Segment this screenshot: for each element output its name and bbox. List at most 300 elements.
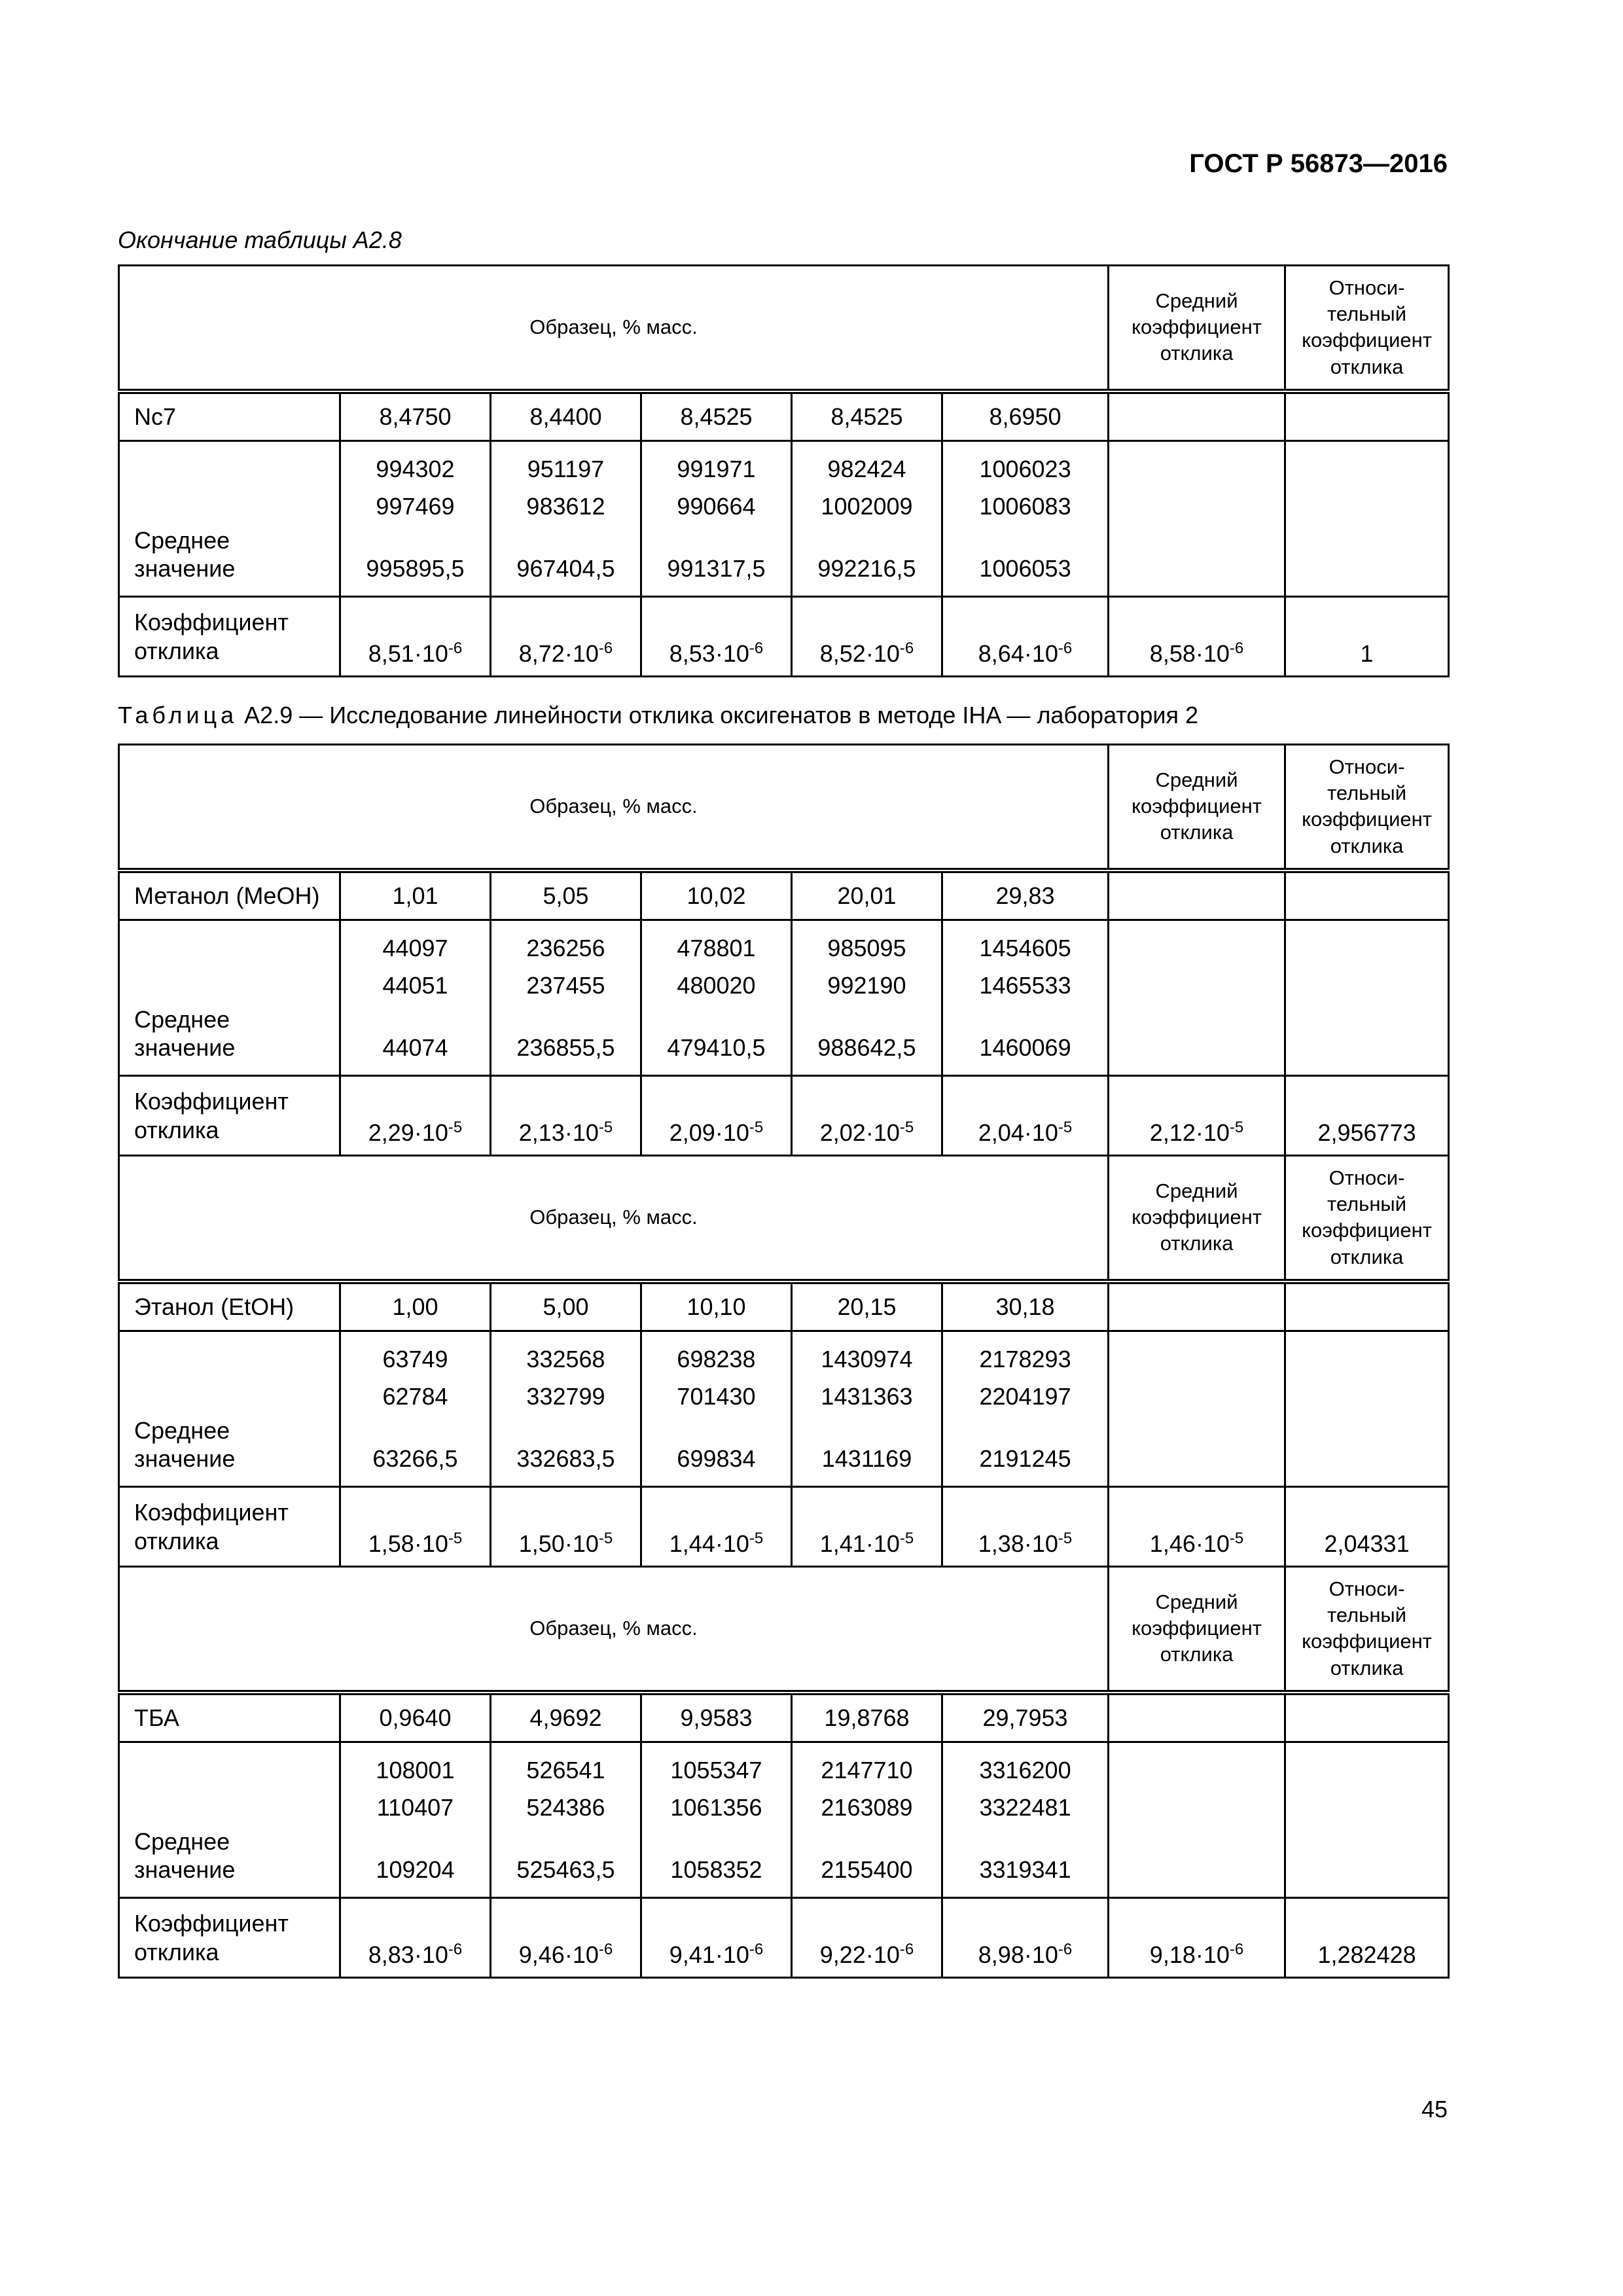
area-cell [491, 1742, 641, 1898]
area-values [341, 455, 490, 583]
coefficient-cell [792, 1898, 942, 1978]
avg-coef-header [1109, 1156, 1285, 1282]
area-row [119, 920, 1449, 1076]
coef-label [119, 1076, 340, 1156]
empty-cell [1109, 1282, 1285, 1331]
mean-value: 1006053 [979, 555, 1071, 583]
coefficient-cell [942, 1898, 1109, 1978]
coefficient-cell [641, 1076, 792, 1156]
area-value-2: 480020 [677, 971, 756, 999]
coef-label-line: отклика [134, 637, 219, 664]
mean-label-line: значение [134, 1445, 236, 1473]
area-values-top [821, 1756, 912, 1821]
rel-coef-header [1285, 1156, 1449, 1282]
area-value-2: 62784 [382, 1382, 448, 1410]
area-cell [340, 441, 491, 597]
coefficient-cell-mantissa: 2,04·10 [978, 1119, 1058, 1146]
coefficient-cell-exponent: -6 [1058, 1940, 1073, 1958]
area-value-1: 951197 [527, 455, 605, 482]
empty-cell [1109, 1693, 1285, 1742]
coef-label-line: Коэффициент [134, 609, 289, 636]
coefficient-row [119, 1076, 1449, 1156]
area-values-top [979, 1345, 1071, 1410]
avg-coef-header-line: коэффициент [1132, 1206, 1262, 1229]
coefficient-cell-mantissa: 8,51·10 [368, 639, 448, 667]
area-value-2: 237455 [526, 971, 605, 999]
area-cell [641, 1331, 792, 1487]
concentration-cell: 29,7953 [942, 1693, 1109, 1742]
concentration-cell: 0,9640 [340, 1693, 491, 1742]
relative-coefficient-cell: 1,282428 [1285, 1898, 1449, 1978]
coefficient-row [119, 1487, 1449, 1567]
header-row [119, 745, 1449, 870]
area-values-top [821, 1345, 912, 1410]
area-values [642, 1756, 791, 1884]
area-values [793, 934, 941, 1062]
area-cell [792, 1742, 942, 1898]
mean-label [119, 1331, 340, 1487]
rel-coef-header-line: Относи- [1329, 1577, 1405, 1600]
table-caption-prefix: Таблица [118, 702, 238, 728]
avg-coefficient-cell [1109, 1076, 1285, 1156]
mean-label-line: значение [134, 1856, 236, 1884]
coefficient-cell-exponent: -5 [749, 1529, 764, 1547]
area-row [119, 1742, 1449, 1898]
area-cell [340, 1331, 491, 1487]
coefficient-cell-mantissa: 8,98·10 [978, 1941, 1058, 1968]
area-values-top [677, 1345, 755, 1410]
concentration-cell: 10,02 [641, 870, 792, 920]
coefficient-cell-mantissa: 1,50·10 [518, 1530, 599, 1557]
avg-coef-header-line: коэффициент [1132, 315, 1262, 339]
area-value-2: 2204197 [979, 1382, 1071, 1410]
avg-coef-header [1109, 1567, 1285, 1693]
area-value-1: 2147710 [821, 1756, 913, 1784]
rel-coef-header-line: Относи- [1329, 276, 1405, 299]
area-cell [491, 441, 641, 597]
coefficient-cell [491, 1898, 641, 1978]
coef-label-line: отклика [134, 1527, 219, 1554]
area-cell [340, 920, 491, 1076]
area-values-top [376, 455, 454, 520]
rel-coef-header-line: коэффициент [1302, 329, 1432, 352]
mean-value: 1460069 [979, 1034, 1071, 1062]
avg-coef-header-line: отклика [1160, 342, 1234, 365]
coefficient-cell [942, 1487, 1109, 1567]
concentration-cell: 4,9692 [491, 1693, 641, 1742]
concentration-cell: 8,4525 [641, 391, 792, 441]
coefficient-cell [641, 1898, 792, 1978]
coefficient-cell-mantissa: 2,02·10 [819, 1119, 900, 1146]
mean-label-lines [134, 455, 339, 583]
area-cell [641, 920, 792, 1076]
empty-cell [1109, 1331, 1285, 1487]
area-values [341, 1345, 490, 1473]
rel-coef-header-line: коэффициент [1302, 808, 1432, 831]
coefficient-cell [792, 1487, 942, 1567]
concentration-row [119, 870, 1449, 920]
mean-value: 236855,5 [516, 1034, 615, 1062]
coefficient-cell-mantissa: 8,83·10 [368, 1941, 448, 1968]
area-value-1: 991971 [677, 455, 756, 482]
coef-label [119, 1898, 340, 1978]
coefficient-cell-exponent: -5 [899, 1118, 914, 1136]
area-value-2: 44051 [382, 971, 448, 999]
area-value-1: 985095 [827, 934, 906, 961]
area-values-top [670, 1756, 762, 1821]
avg-coefficient-cell-mantissa: 9,18·10 [1149, 1941, 1230, 1968]
coef-label-line: отклика [134, 1116, 219, 1143]
area-cell [641, 441, 792, 597]
coefficient-cell [340, 1487, 491, 1567]
area-value-2: 2163089 [821, 1793, 913, 1821]
avg-coef-header-line: отклика [1160, 1643, 1234, 1666]
area-cell [491, 920, 641, 1076]
area-value-1: 236256 [526, 934, 605, 961]
area-values-top [526, 1756, 605, 1821]
avg-coef-header-line: отклика [1160, 1232, 1234, 1255]
area-value-2: 992190 [827, 971, 906, 999]
rel-coef-header-line: отклика [1330, 834, 1404, 857]
mean-label [119, 1742, 340, 1898]
sample-header: Образец, % масс. [119, 1567, 1109, 1693]
area-value-1: 1430974 [821, 1345, 913, 1372]
empty-cell [1285, 1742, 1449, 1898]
rel-coef-header [1285, 1567, 1449, 1693]
compound-name: Nc7 [119, 391, 340, 441]
rel-coef-header [1285, 745, 1449, 870]
mean-value: 2155400 [821, 1856, 913, 1884]
coefficient-cell-exponent: -5 [1058, 1529, 1073, 1547]
avg-coef-header-line: Средний [1155, 1179, 1238, 1202]
coefficient-cell-exponent: -5 [598, 1118, 613, 1136]
area-value-1: 982424 [827, 455, 906, 482]
area-cell [491, 1331, 641, 1487]
header-row [119, 266, 1449, 391]
avg-coef-header [1109, 266, 1285, 391]
concentration-cell: 1,01 [340, 870, 491, 920]
coef-label-line: отклика [134, 1938, 219, 1965]
area-values-top [677, 455, 755, 520]
concentration-cell: 8,4400 [491, 391, 641, 441]
area-values [793, 1756, 941, 1884]
area-values-top [526, 455, 605, 520]
avg-coef-header-line: Средний [1155, 768, 1238, 791]
coefficient-cell-exponent: -6 [598, 639, 613, 657]
area-values-top [376, 1756, 454, 1821]
concentration-cell: 1,00 [340, 1282, 491, 1331]
area-values [943, 934, 1107, 1062]
compound-name: ТБА [119, 1693, 340, 1742]
area-value-1: 332568 [526, 1345, 605, 1372]
mean-value: 988642,5 [817, 1034, 916, 1062]
coefficient-cell [491, 597, 641, 677]
area-value-1: 108001 [376, 1756, 455, 1784]
concentration-cell: 30,18 [942, 1282, 1109, 1331]
coefficient-cell-mantissa: 2,09·10 [669, 1119, 749, 1146]
mean-value: 1431169 [821, 1445, 912, 1473]
area-value-2: 332799 [526, 1382, 605, 1410]
mean-label-line: Среднее [134, 1828, 230, 1856]
sample-header: Образец, % масс. [119, 1156, 1109, 1282]
coefficient-cell-mantissa: 9,41·10 [669, 1941, 749, 1968]
area-cell [942, 1742, 1109, 1898]
empty-cell [1109, 391, 1285, 441]
rel-coef-header-line: тельный [1327, 1603, 1407, 1626]
avg-coef-header [1109, 745, 1285, 870]
mean-value: 699834 [677, 1445, 756, 1473]
mean-label-line: Среднее [134, 1417, 230, 1444]
rel-coef-header-line: отклика [1330, 355, 1404, 378]
area-values [793, 455, 941, 583]
area-values [943, 1345, 1107, 1473]
avg-coef-header-line: коэффициент [1132, 1617, 1262, 1640]
area-value-2: 110407 [376, 1793, 454, 1821]
coefficient-cell [491, 1076, 641, 1156]
area-values [491, 455, 640, 583]
mean-value: 525463,5 [516, 1856, 615, 1884]
coefficient-cell-mantissa: 2,29·10 [368, 1119, 448, 1146]
coefficient-cell-exponent: -6 [749, 1940, 764, 1958]
coefficient-cell-exponent: -6 [1058, 639, 1073, 657]
area-values-top [677, 934, 755, 999]
area-values [341, 1756, 490, 1884]
area-cell [792, 1331, 942, 1487]
avg-coef-header-line: Средний [1155, 289, 1238, 312]
area-values-top [827, 934, 906, 999]
sample-header: Образец, % масс. [119, 745, 1109, 870]
table-caption-text: А2.9 — Исследование линейности отклика оксигенатов в методе IHA — лаборатория 2 [244, 702, 1199, 728]
area-cell [942, 441, 1109, 597]
coefficient-cell-exponent: -5 [448, 1529, 463, 1547]
coef-label-line: Коэффициент [134, 1088, 289, 1115]
area-values-top [526, 1345, 605, 1410]
area-values-top [821, 455, 912, 520]
coefficient-cell [641, 597, 792, 677]
coefficient-cell-exponent: -6 [598, 1940, 613, 1958]
area-values [642, 1345, 791, 1473]
mean-label-lines [134, 1756, 339, 1884]
table-a2-9-caption [118, 702, 1198, 729]
area-value-2: 1061356 [670, 1793, 762, 1821]
mean-value: 2191245 [979, 1445, 1071, 1473]
rel-coef-header-line: отклика [1330, 1245, 1404, 1268]
mean-value: 967404,5 [516, 555, 615, 583]
concentration-cell: 8,4750 [340, 391, 491, 441]
area-values-top [979, 455, 1071, 520]
empty-cell [1109, 920, 1285, 1076]
coef-label [119, 597, 340, 677]
rel-coef-header-line: коэффициент [1302, 1630, 1432, 1653]
coefficient-cell [340, 1898, 491, 1978]
avg-coefficient-cell-mantissa: 8,58·10 [1149, 639, 1230, 667]
header-row [119, 1567, 1449, 1693]
coefficient-cell-mantissa: 8,52·10 [819, 639, 900, 667]
area-value-2: 1006083 [979, 492, 1071, 520]
area-values [491, 1345, 640, 1473]
mean-value: 3319341 [979, 1856, 1071, 1884]
mean-label-lines [134, 934, 339, 1062]
area-values-top [382, 934, 448, 999]
concentration-cell: 10,10 [641, 1282, 792, 1331]
avg-coefficient-cell-exponent: -5 [1229, 1529, 1244, 1547]
avg-coefficient-cell-mantissa: 2,12·10 [1149, 1119, 1230, 1146]
area-value-1: 1055347 [670, 1756, 762, 1784]
mean-value: 1058352 [670, 1856, 762, 1884]
area-cell [792, 441, 942, 597]
concentration-cell: 20,01 [792, 870, 942, 920]
area-values [341, 934, 490, 1062]
concentration-cell: 8,4525 [792, 391, 942, 441]
area-values-top [526, 934, 605, 999]
concentration-row [119, 1693, 1449, 1742]
empty-cell [1285, 441, 1449, 597]
compound-name: Метанол (MeOH) [119, 870, 340, 920]
area-values [793, 1345, 941, 1473]
area-value-1: 478801 [677, 934, 756, 961]
area-values [642, 455, 791, 583]
coefficient-row [119, 1898, 1449, 1978]
avg-coef-header-line: Средний [1155, 1590, 1238, 1613]
coefficient-cell-mantissa: 1,44·10 [669, 1530, 749, 1557]
coefficient-cell-mantissa: 9,22·10 [819, 1941, 900, 1968]
area-value-1: 2178293 [979, 1345, 1071, 1372]
area-values-top [979, 1756, 1071, 1821]
area-values [943, 455, 1107, 583]
area-value-2: 3322481 [979, 1793, 1071, 1821]
page-number: 45 [1421, 2096, 1448, 2123]
area-value-2: 1002009 [821, 492, 913, 520]
area-value-1: 44097 [382, 934, 448, 961]
area-values-top [382, 1345, 448, 1410]
coef-label [119, 1487, 340, 1567]
coefficient-row [119, 597, 1449, 677]
coefficient-cell [942, 1076, 1109, 1156]
empty-cell [1285, 1282, 1449, 1331]
table-a2-9 [118, 744, 1450, 1979]
coefficient-cell-exponent: -6 [749, 639, 764, 657]
area-row [119, 1331, 1449, 1487]
coefficient-cell-mantissa: 1,58·10 [368, 1530, 448, 1557]
area-value-2: 990664 [677, 492, 756, 520]
area-values [491, 1756, 640, 1884]
mean-value: 109204 [376, 1856, 455, 1884]
avg-coefficient-cell [1109, 1487, 1285, 1567]
empty-cell [1109, 870, 1285, 920]
coef-label-line: Коэффициент [134, 1910, 289, 1937]
area-cell [340, 1742, 491, 1898]
rel-coef-header-line: Относи- [1329, 755, 1405, 778]
coefficient-cell [491, 1487, 641, 1567]
area-value-2: 983612 [526, 492, 605, 520]
coefficient-cell-mantissa: 8,64·10 [978, 639, 1058, 667]
empty-cell [1285, 920, 1449, 1076]
avg-coefficient-cell-exponent: -5 [1229, 1118, 1244, 1136]
concentration-row [119, 1282, 1449, 1331]
mean-value: 995895,5 [366, 555, 465, 583]
area-values [642, 934, 791, 1062]
mean-label-line: значение [134, 555, 236, 583]
coefficient-cell-exponent: -5 [1058, 1118, 1073, 1136]
empty-cell [1285, 870, 1449, 920]
coefficient-cell-exponent: -5 [448, 1118, 463, 1136]
area-value-2: 701430 [677, 1382, 756, 1410]
header-row [119, 1156, 1449, 1282]
avg-coefficient-cell-exponent: -6 [1229, 1940, 1244, 1958]
avg-coef-header-line: коэффициент [1132, 795, 1262, 818]
rel-coef-header-line: тельный [1327, 781, 1407, 804]
coefficient-cell-mantissa: 2,13·10 [518, 1119, 599, 1146]
avg-coefficient-cell [1109, 597, 1285, 677]
area-values-top [979, 934, 1071, 999]
area-value-1: 3316200 [979, 1756, 1071, 1784]
area-value-1: 994302 [376, 455, 455, 482]
coefficient-cell [792, 1076, 942, 1156]
concentration-cell: 8,6950 [942, 391, 1109, 441]
area-value-1: 698238 [677, 1345, 756, 1372]
empty-cell [1285, 1693, 1449, 1742]
concentration-cell: 5,00 [491, 1282, 641, 1331]
mean-value: 992216,5 [817, 555, 916, 583]
rel-coef-header-line: отклика [1330, 1656, 1404, 1679]
coefficient-cell-mantissa: 9,46·10 [518, 1941, 599, 1968]
rel-coef-header [1285, 266, 1449, 391]
coefficient-cell [942, 597, 1109, 677]
continuation-caption: Окончание таблицы А2.8 [118, 226, 402, 253]
coefficient-cell-mantissa: 1,41·10 [819, 1530, 900, 1557]
avg-coefficient-cell-exponent: -6 [1229, 639, 1244, 657]
area-cell [942, 1331, 1109, 1487]
concentration-cell: 29,83 [942, 870, 1109, 920]
relative-coefficient-cell: 2,956773 [1285, 1076, 1449, 1156]
empty-cell [1109, 441, 1285, 597]
area-values [943, 1756, 1107, 1884]
coefficient-cell [641, 1487, 792, 1567]
coefficient-cell-mantissa: 8,53·10 [669, 639, 749, 667]
mean-label-line: значение [134, 1034, 236, 1062]
mean-label [119, 920, 340, 1076]
mean-value: 991317,5 [667, 555, 766, 583]
rel-coef-header-line: Относи- [1329, 1166, 1405, 1189]
coefficient-cell [340, 597, 491, 677]
coefficient-cell-exponent: -5 [598, 1529, 613, 1547]
coef-label-line: Коэффициент [134, 1499, 289, 1526]
area-cell [641, 1742, 792, 1898]
avg-coef-header-line: отклика [1160, 821, 1234, 844]
area-value-2: 524386 [526, 1793, 605, 1821]
area-value-2: 997469 [376, 492, 455, 520]
coefficient-cell-exponent: -5 [899, 1529, 914, 1547]
coefficient-cell-mantissa: 1,38·10 [978, 1530, 1058, 1557]
concentration-cell: 20,15 [792, 1282, 942, 1331]
coefficient-cell-exponent: -6 [899, 1940, 914, 1958]
mean-value: 63266,5 [372, 1445, 458, 1473]
relative-coefficient-cell: 1 [1285, 597, 1449, 677]
area-value-1: 1454605 [979, 934, 1071, 961]
coefficient-cell-exponent: -5 [749, 1118, 764, 1136]
table-a2-8 [118, 264, 1450, 677]
mean-label-lines [134, 1345, 339, 1473]
area-values [491, 934, 640, 1062]
mean-value: 44074 [382, 1034, 448, 1062]
mean-value: 479410,5 [667, 1034, 766, 1062]
concentration-row [119, 391, 1449, 441]
area-value-1: 63749 [382, 1345, 448, 1372]
coefficient-cell-exponent: -6 [448, 639, 463, 657]
concentration-cell: 5,05 [491, 870, 641, 920]
rel-coef-header-line: тельный [1327, 302, 1407, 325]
rel-coef-header-line: тельный [1327, 1192, 1407, 1215]
